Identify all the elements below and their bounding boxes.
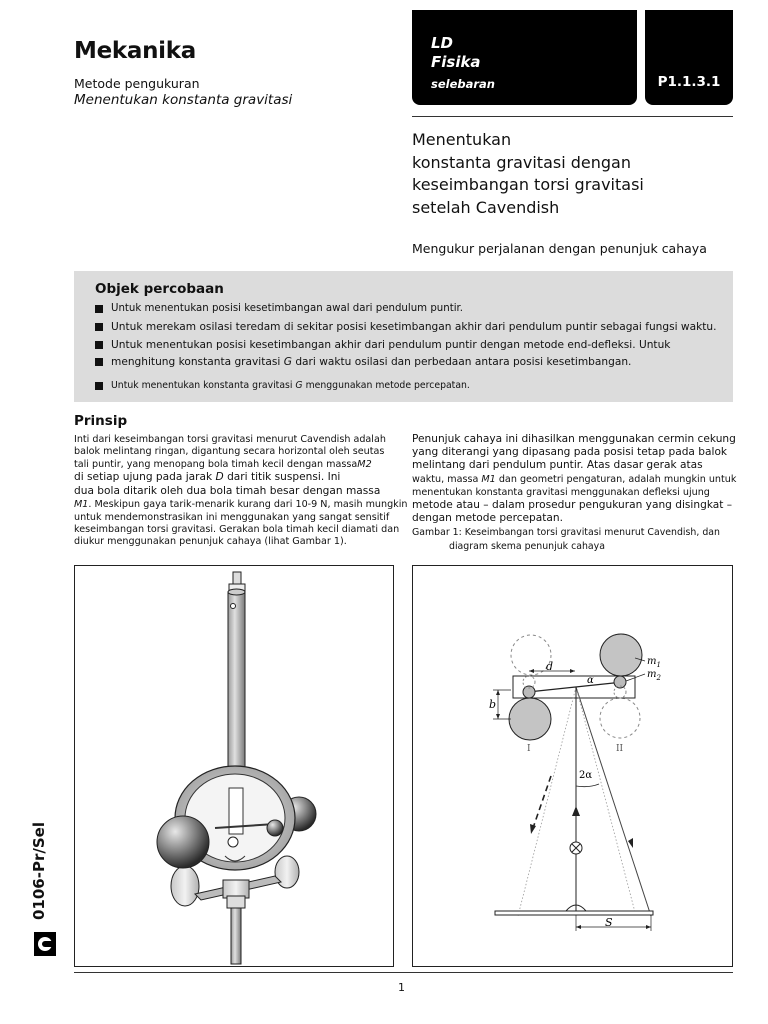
main-title: [412, 129, 742, 219]
label-alpha: α: [587, 675, 594, 686]
label-position-1: I: [527, 744, 531, 754]
document-side-code: 0106-Pr/Sel: [30, 822, 48, 920]
large-sphere: [600, 634, 642, 676]
page-number: 1: [398, 981, 405, 994]
torsion-balance-illustration: [75, 566, 393, 966]
bullet-square-icon: [95, 358, 103, 366]
subtitle-method: Metode pengukuran: [74, 76, 200, 91]
large-sphere: [509, 698, 551, 740]
footer-divider: [74, 972, 733, 973]
label-s: S: [605, 916, 613, 929]
physics-label: Fisika: [431, 53, 481, 71]
objectives-heading: Objek percobaan: [95, 281, 224, 297]
main-title-line: keseimbangan torsi gravitasi: [412, 175, 644, 194]
scale-bar: [495, 911, 653, 915]
leaflet-label: selebaran: [431, 77, 495, 91]
bullet-square-icon: [95, 305, 103, 313]
schematic-figure: [412, 565, 733, 967]
ghost-sphere: [600, 698, 640, 738]
principle-left-column: Inti dari keseimbangan torsi gravitasi menurut Cavendish adalah balok melintang ringan, digantung secara horizontal oleh seutas tali puntir, yang menopang bola timah kecil dengan massaM2 di setiap ujung pada jarak D dari titik suspensi. Ini dua bola ditarik oleh dua bola timah besar dengan massa M1. Meskipun gaya tarik-menarik kurang dari 10-9 N, masih mungkin untuk mendemonstrasikan ini menggunakan yang sangat sensitif keseimbangan torsi gravitasi. Gerakan bola timah kecil diamati dan diukur menggunakan penunjuk cahaya (lihat Gambar 1).: [74, 434, 408, 548]
bullet-square-icon: [95, 341, 103, 349]
principle-right-column: Penunjuk cahaya ini dihasilkan menggunakan cermin cekung yang diterangi yang dipasang pada posisi tetap pada balok melintang dari pendulum puntir. Atas dasar gerak atas waktu, massa M1 dan geometri pengaturan, adalah mungkin untuk menentukan konstanta gravitasi menggunakan defleksi ujung metode atau – dalam prosedur pengukuran yang disingkat – dengan metode percepatan. Gambar 1: Keseimbangan torsi gravitasi menurut Cavendish, dan diagram skema penunjuk cahaya: [412, 433, 737, 552]
principle-heading: Prinsip: [74, 413, 128, 429]
bullet-square-icon: [95, 382, 103, 390]
figure-caption: Gambar 1: Keseimbangan torsi gravitasi menurut Cavendish, dan: [412, 527, 720, 539]
figure-caption: diagram skema penunjuk cahaya: [449, 540, 605, 552]
experiment-code-box: [645, 10, 733, 105]
lede-text: Mengukur perjalanan dengan penunjuk cahaya: [412, 241, 707, 256]
main-title-line: konstanta gravitasi dengan: [412, 152, 631, 172]
label-m1: $m_1$: [647, 656, 661, 669]
label-d: d: [546, 660, 554, 673]
label-b: b: [489, 698, 497, 711]
bullet-square-icon: [95, 323, 103, 331]
label-m2: $m_2$: [647, 669, 661, 682]
light-pointer-schematic: [413, 566, 732, 966]
ghost-sphere: [511, 635, 554, 675]
ld-label: LD: [431, 34, 454, 52]
page-title: Mekanika: [74, 38, 196, 64]
label-position-2: II: [616, 744, 624, 754]
subtitle-topic: Menentukan konstanta gravitasi: [74, 92, 293, 108]
experiment-code: P1.1.3.1: [657, 74, 721, 90]
leybold-logo: [34, 932, 56, 956]
main-title-line: setelah Cavendish: [412, 197, 560, 217]
label-2alpha: 2α: [579, 770, 593, 781]
main-title-line: Menentukan: [412, 130, 512, 149]
apparatus-figure: [74, 565, 394, 967]
ld-physics-box: [412, 10, 637, 105]
header-divider: [412, 116, 733, 117]
